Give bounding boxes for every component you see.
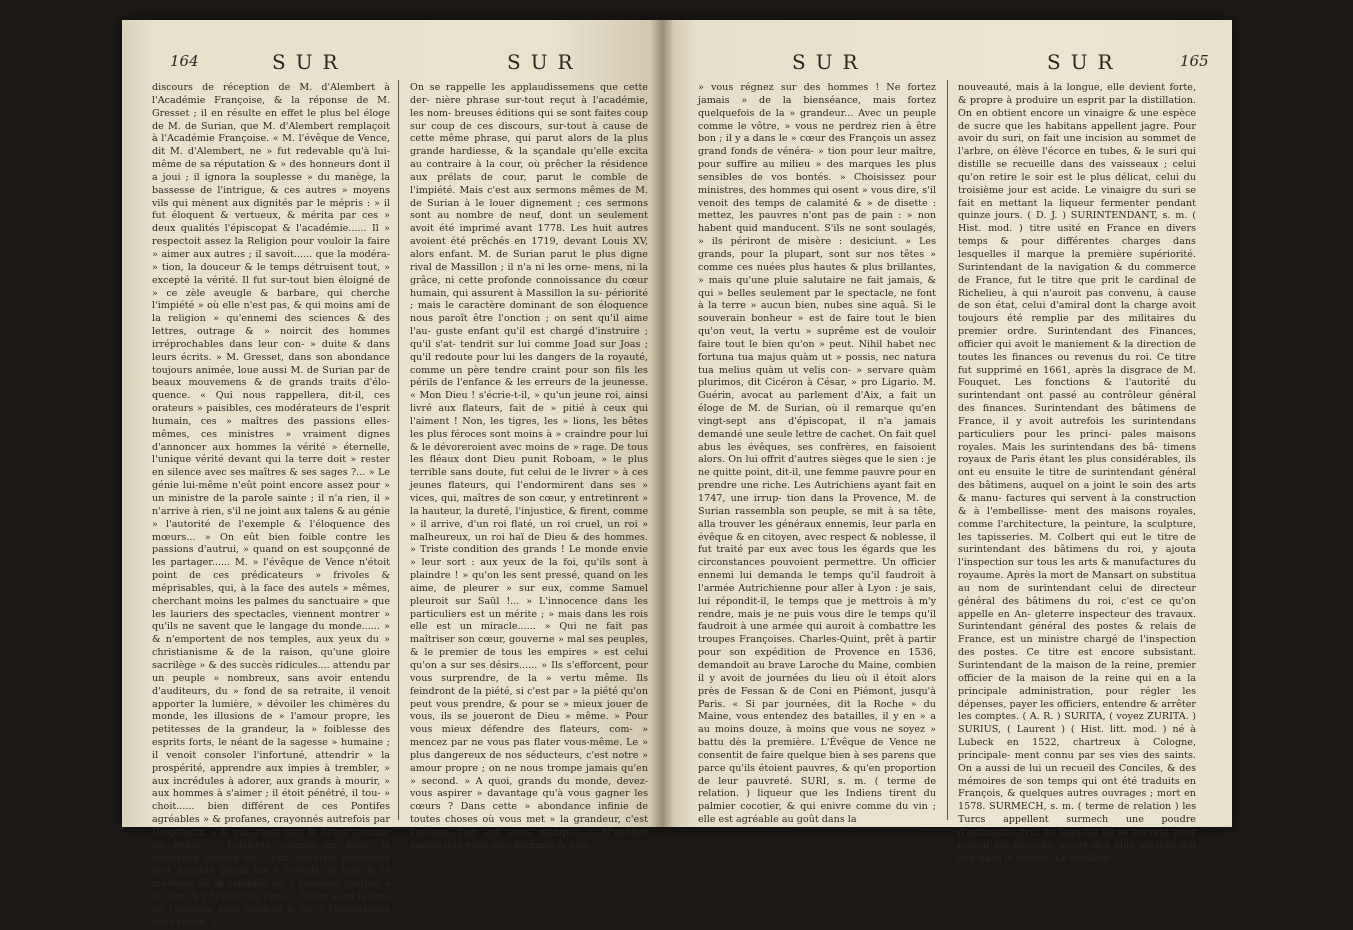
page-number-left: 164 [170,52,199,70]
right-page-header [662,50,1232,76]
left-page-header [122,50,662,76]
book-gutter [650,20,674,827]
right-page [662,20,1232,864]
running-head-left-2: SUR [507,50,583,74]
text-column-right-2 [958,82,1196,864]
column-text: nouveauté, mais à la longue, elle devient forte, & propre à produire un esprit par la distillation. On en obtient encore un vinaigre & une espèce de sucre que les habitans appellent jagre. Pour avoir du suri, on fait une incision au sommet de l'arbre, on élève l'écorce en tubes, & le suri qui distille se recueille dans des vaisseaux ; celui qu'on retire le soir est le plus délicat, celui du troisième jour est acide. Le vinaigre du suri se fait en mettant la liqueur fermenter pendant quinze jours. ( D. J. ) SURINTENDANT, s. m. ( Hist. mod. ) titre usité en France en divers temps & pour différentes charges dans lesquelles il marque la première supériorité. Surintendant de la navigation & du commerce de France, fut le titre que prit le cardinal de Richelieu, à qui n'auroit pas convenu, à cause de son état, celui d'amiral dont la charge avoit toujours été remplie par des militaires du premier ordre. Surintendant des Finances, officier qui avoit le maniement & la direction de toutes les finances ou revenus du roi. Ce titre fut supprimé en 1661, après la disgrace de M. Fouquet. Les fonctions & l'autorité du surintendant ont passé au contrôleur général des finances. Surintendant des bâtimens de France, il y avoit autrefois les surintendans particuliers pour les princi- pales maisons royales. Mais les surintendans des bâ- timens royaux de Paris étant les plus considérables, ils ont eu ensuite le titre de surintendant général des bâtimens, auquel on a joint le soin des arts & manu- factures qui servent à la construction & à l'embellisse- ment des maisons royales, comme l'architecture, la peinture, la sculpture, les tapisseries. M. Colbert qui eut le titre de surintendant des bâtimens du roi, y ajouta l'inspection sur tous les arts & manufactures du royaume. Après la mort de Mansart on substitua au nom de surintendant celui de directeur général des bâtimens du roi, c'est ce qu'on appelle en An- gleterre inspecteur des travaux. Surintendant général des postes & relais de France, est un ministre chargé de l'inspection des postes. Ce titre est encore subsistant. Surintendant de la maison de la reine, premier officier de la maison de la reine qui en a la principale administration, pour régler les dépenses, payer les officiers, entendre & arrêter les comptes. ( A. R. ) SURITA, ( voyez ZURITA. ) SURIUS, ( Laurent ) ( Hist. litt. mod. ) né à Lubeck en 1522, chartreux à Cologne, principale- ment connu par ses vies des saints. On a aussi de lui un recueil des Conciles, & des mémoires de son temps qui ont été traduits en François, & quelques autres ouvrages ; mort en 1578. SURMECH, s. m. ( terme de relation ) les Turcs appellent surmech une poudre d'antimoine cru, de laquelle ils se servent pour noircir les sourcils, usage des plus anciens qui soit dans le monde. Le meilleur [958,82,1196,864]
running-head-right-1: SUR [792,50,868,74]
book-spread [122,20,1232,928]
text-column-right-1 [698,82,936,826]
column-text: On se rappelle les applaudissemens que cette der- nière phrase sur-tout reçut à l'académie, les nom- breuses éditions qui se sont faites coup sur coup de ces discours, sur-tout à cause de cette même phrase, qui parut alors de la plus grande hardiesse, & la sçandale qu'elle excita au contraire à la cour, où prêcher la résidence aux prélats de cour, parut le comble de l'impiété. Mais c'est aux sermons mêmes de M. de Surian à le louer dignement ; ces sermons sont au nombre de neuf, dont un seulement avoit été imprimé avant 1778. Les huit autres avoient été prêchés en 1719, devant Louis XV, alors enfant. M. de Surian parut le plus digne rival de Massillon ; il n'a ni les orne- mens, ni la grâce, ni cette profonde connoissance du cœur humain, qui assurent à Massillon la su- périorité ; mais le caractère dominant de son éloquence nous paroît être l'onction ; on sent qu'il aime l'au- guste enfant qu'il est chargé d'instruire ; qu'il s'at- tendrit sur lui comme Joad sur Joas ; qu'il redoute pour lui les dangers de la royauté, comme un père tendre craint pour son fils les périls de l'enfance & les erreurs de la jeunesse. « Mon Dieu ! s'écrie-t-il, » qu'un jeune roi, ainsi livré aux flateurs, fait de » pitié à ceux qui l'aiment ! Non, les tigres, les » lions, les bêtes les plus féroces sont moins à » craindre pour lui & le dévoreroient avec moins de » rage. De tous les fléaux dont Dieu punit Roboam, » le plus terrible sans doute, fut celui de le livrer » à ces jeunes flateurs, qui l'endormirent dans ses » vices, qui, maîtres de son cœur, y entretinrent » la hauteur, la dureté, l'injustice, & firent, comme » il arrive, d'un roi flaté, un roi cruel, un roi » malheureux, un roi haï de Dieu & des hommes. » Triste condition des grands ! Le monde envie » leur sort : aux yeux de la foi, qu'ils sont à plaindre ! » qu'on les sent pressé, quand on les aime, de pleurer » sur eux, comme Samuel pleuroit sur Saül !... » L'innocence dans les particuliers est un mérite ; » mais dans les rois elle est un miracle...... » Qui ne fait pas maîtriser son cœur, gouverne » mal ses peuples, & le premier de tous les empires » est celui qu'on a sur ses désirs...... » Ils s'efforcent, pour vous surprendre, de la » vertu même. Ils feindront de la piété, si c'est par » la piété qu'on peut vous prendre, & pour se » mieux jouer de vous, ils se joueront de Dieu » même. » Pour vous mieux défendre des flateurs, com- » mencez par ne vous pas flater vous-même. Le » plus dangereux de nos séducteurs, c'est notre » amour propre ; on ne nous trompe jamais qu'en » second. » A quoi, grands du monde, devez-vous aspirer » davantage qu'à vous gagner les cœurs ? Dans cette » abondance infinie de toutes choses où vous met » la grandeur, c'est l'unique bien qui vous manque. » N'oubliez jamais que vous êtes hommes & que [410,82,648,851]
left-page [122,20,662,928]
column-text: » vous régnez sur des hommes ! Ne fortez jamais » de la bienséance, mais fortez quelquefois de la » grandeur... Avec un peuple comme le vôtre, » vous ne perdrez rien à être bon ; il y a dans le » cœur des François un assez grand fonds de vénéra- » tion pour leur maître, pour suffire au milieu » des marques les plus sensibles de vos bontés. » Choisissez pour ministres, des hommes qui osent » vous dire, s'il venoit des temps de calamité & » de disette : mettez, les pauvres n'ont pas de pain : » non habent quid manducent. S'ils ne sont soulagés, » ils périront de misère : desiciunt. » Les grands, pour la plupart, sont sur nos têtes » comme ces nuées plus hautes & plus brillantes, » mais qu'une pluie salutaire ne fait jamais, & qui » belles seulement par le spectacle, ne font à la terre » aucun bien, nubes sine aquâ. Si le souverain bonheur » est de faire tout le bien qu'on veut, la vertu » suprême est de vouloir faire tout le bien qu'on » peut. Nihil habet nec fortuna tua majus quàm ut » possis, nec natura tua melius quàm ut velis con- » servare quàm plurimos, dit Cicéron à César, » pro Ligario. M. Guérin, avocat au parlement d'Aix, a fait un éloge de M. de Surian, où il remarque qu'en vingt-sept ans d'épiscopat, il n'a jamais demandé une seule lettre de cachet. On fait quel abus les évêques, ses confrères, en faisoient alors. On lui offrit d'autres sièges que le sien : je ne quitte point, dit-il, une femme pauvre pour en prendre une riche. Les Autrichiens ayant fait en 1747, une irrup- tion dans la Provence, M. de Surian rassembla son peuple, se mit à sa tête, alla trouver les généraux ennemis, leur parla en évêque & en citoyen, avec respect & noblesse, il fut traité par eux avec tous les égards que les circonstances pouvoient permettre. Un officier ennemi lui demanda le temps qu'il faudroit à l'armée Autrichienne pour aller à Lyon : je sais, lui répondit-il, le temps que je mettrois à m'y rendre, mais je ne puis vous dire le temps qu'il faudroit à une armée qui auroit à combattre les troupes Françoises. Charles-Quint, prêt à partir pour son expédition de Provence en 1536, demandoit au brave Laroche du Maine, combien il y avoit de journées du lieu où il étoit alors près de Fessan & de Coni en Piémont, jusqu'à Paris. « Si par journées, dit la Roche » du Maine, vous entendez des batailles, il y en » a au moins douze, à moins que vous ne soyez » battu dès la première. L'Évêque de Vence ne consentit de faire quelque bien à ses parens que parce qu'ils étoient pauvres, & qu'en proportion de leur pauvreté. SURI, s. m. ( terme de relation. ) liqueur que les Indiens tirent du palmier cocotier, & qui enivre comme du vin ; elle est agréable au goût dans la [698,82,936,826]
text-column-left-2 [410,82,648,851]
page-number-right: 165 [1180,52,1209,70]
column-text: discours de réception de M. d'Alembert à l'Académie Françoise, & la réponse de M. Gresset ; il en résulte en effet le plus bel éloge de M. de Surian, que M. d'Alembert remplaçoit à l'Académie Françoise. « M. l'évêque de Vence, dit M. d'Alembert, ne » fut redevable qu'à lui-même de sa réputation & » des honneurs dont il a joui ; il ignora la souplesse » du manège, la bassesse de l'intrigue, & ces autres » moyens vils qui mènent aux dignités par le mépris : » il fut éloquent & vertueux, & mérita par ces » deux qualités l'épiscopat & l'académie...... Il » respectoit assez la Religion pour vouloir la faire » aimer aux autres ; il savoit...... que la modéra- » tion, la douceur & le temps détruisent tout, » excepté la vérité. Il fut sur-tout bien éloigné de » ce zèle aveugle & barbare, qui cherche l'impiété » où elle n'est pas, & qui moins ami de la religion » qu'ennemi des sciences & des lettres, outrage & » noircit des hommes irréprochables dans leur con- » duite & dans leurs écrits. » M. Gresset, dans son abondance toujours animée, loue aussi M. de Surian par de beaux mouvemens & de grands traits d'élo- quence. « Qui nous rappellera, dit-il, ces orateurs » paisibles, ces modérateurs de l'esprit humain, ces » maîtres des passions elles-mêmes, ces ministres » vraiment dignes d'annoncer aux hommes la vérité » éternelle, l'unique vérité devant qui la terre doit » rester en silence avec ses maîtres & ses sages ?... » Le génie lui-même n'eût point encore assez pour » un ministre de la parole sainte ; il n'a rien, il » n'arrive à rien, s'il ne joint aux talens & au génie » l'autorité de l'exemple & l'éloquence des mœurs... » On eût bien foible contre les passions d'autrui, » quand on est soupçonné de les partager...... M. » l'évêque de Vence n'étoit point de ces prédicateurs » frivoles & méprisables, qui, à la face des autels » mêmes, cherchant moins les palmes du sanctuaire » que les lauriers des spectacles, viennent montrer » qu'ils ne savent que le langage du monde...... » & n'emportent de nos temples, aux yeux du » christianisme & de la raison, qu'une gloire sacrilège » & des succès ridicules.... attendu par un peuple » nombreux, sans avoir entendu d'auditeurs, du » fond de sa retraite, il venoit apporter la lumière, » dévoiler les chimères du monde, les illusions de » l'amour propre, les petitesses de la grandeur, la » foiblesse des esprits forts, le néant de la sagesse » humaine ; il venoit consoler l'infortuné, attendrir » la prospérité, apprendre aux impies à trembler, » aux incrédules à adorer, aux grands à mourir, » aux hommes à s'aimer ; il étoit pénétré, il tou- » choit...... bien différent de ces Pontifes agréables » & profanes, crayonnés autrefois par Despréaux, » & qui, regardant le devoir comme un ennui, » l'oisiveté comme un droit, la résidence comme un » exil, venoient promener leur inutilité parmi les » écueils, le luxe & la mollesse de la capitale, ou » venoient ramper à la cour & y traîner de l'am- » bition sans talens, de l'intrigue sans affaires & de » l'importance sans crédit. » [152,82,390,928]
running-head-left-1: SUR [272,50,348,74]
running-head-right-2: SUR [1047,50,1123,74]
column-divider [947,80,948,820]
column-divider [398,80,399,820]
text-column-left-1 [152,82,390,928]
